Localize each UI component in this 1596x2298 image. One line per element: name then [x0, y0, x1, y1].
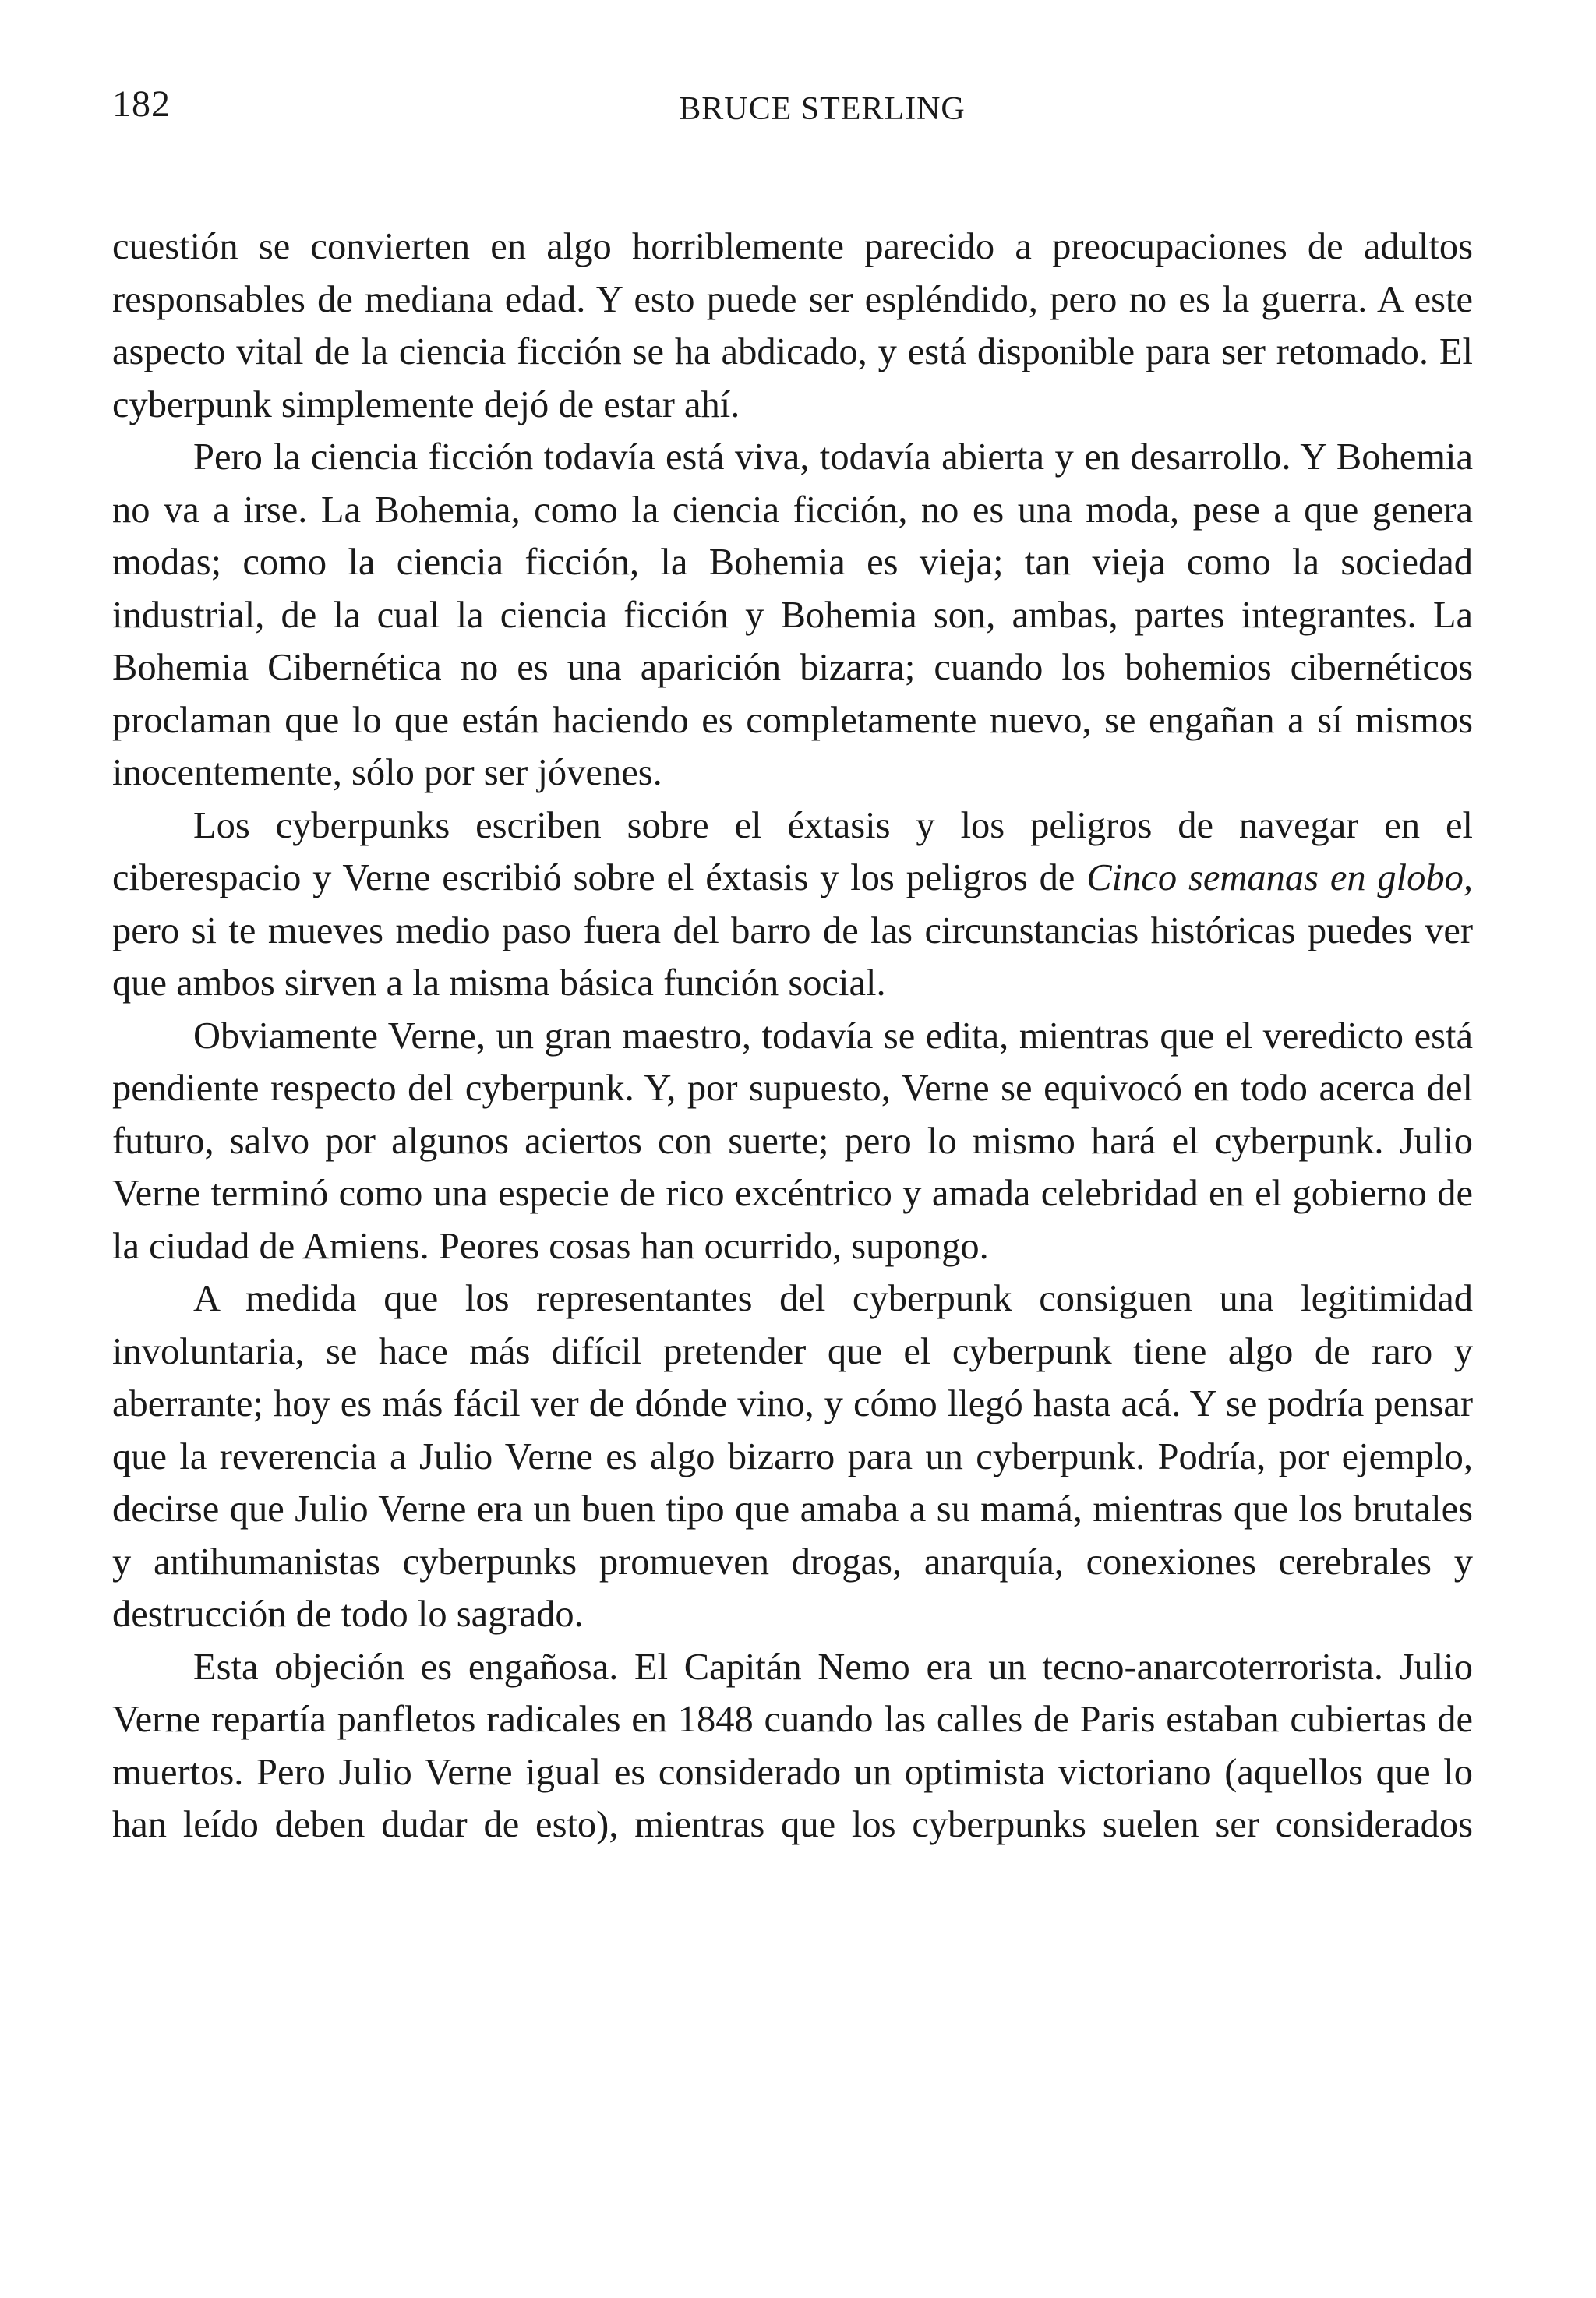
- book-title-italic: Cinco semanas en globo,: [1086, 857, 1474, 898]
- body-text: [112, 221, 1473, 1851]
- page-header: [0, 0, 1596, 156]
- paragraph-1: cuestión se convierten en algo horriblemente parecido a preocupaciones de adultos responsables de mediana edad. Y esto puede ser espléndido, pero no es la guerra. A este aspecto vital de la ciencia ficción se ha abdicado, y está disponible para ser retomado. El cyberpunk simplemente dejó de estar ahí.: [112, 226, 1473, 425]
- paragraph-3-text-before: Los cyberpunks escriben sobre el éxtasis y los peligros de navegar en el ciberespacio y Verne escribió sobre el éxtasis y los peligros de: [112, 804, 1473, 898]
- paragraph-6: Esta objeción es engañosa. El Capitán Nemo era un tecno-anarcoterrorista. Julio Verne repartía panfletos radicales en 1848 cuando las calles de Paris estaban cubiertas de muertos. Pero Julio Verne igual es considerado un optimista victoriano (aquellos que lo han leído deben dudar de esto), mientras que los cyberpunks suelen ser considerados: [112, 1646, 1473, 1845]
- running-head-author: BRUCE STERLING: [679, 91, 966, 127]
- paragraph-3-text-after: pero si te mueves medio paso fuera del barro de las circunstancias históricas puedes ver que ambos sirven a la misma básica función social.: [112, 909, 1473, 1004]
- paragraph-3: [112, 800, 1473, 1010]
- page-number: 182: [112, 83, 171, 125]
- paragraph-5: A medida que los representantes del cyberpunk consiguen una legitimidad involuntaria, se hace más difícil pretender que el cyberpunk tiene algo de raro y aberrante; hoy es más fácil ver de dónde vino, y cómo llegó hasta acá. Y se podría pensar que la reverencia a Julio Verne es algo bizarro para un cyberpunk. Podría, por ejemplo, decirse que Julio Verne era un buen tipo que amaba a su mamá, mientras que los brutales y antihumanistas cyberpunks promueven drogas, anarquía, conexiones cerebrales y destrucción de todo lo sagrado.: [112, 1278, 1473, 1635]
- paragraph-2: Pero la ciencia ficción todavía está viva, todavía abierta y en desarrollo. Y Bohemia no va a irse. La Bohemia, como la ciencia ficción, no es una moda, pese a que genera modas; como la ciencia ficción, la Bohemia es vieja; tan vieja como la sociedad industrial, de la cual la ciencia ficción y Bohemia son, ambas, partes integrantes. La Bohemia Cibernética no es una aparición bizarra; cuando los bohemios cibernéticos proclaman que lo que están haciendo es completamente nuevo, se engañan a sí mismos inocentemente, sólo por ser jóvenes.: [112, 436, 1473, 793]
- paragraph-4: Obviamente Verne, un gran maestro, todavía se edita, mientras que el veredicto está pendiente respecto del cyberpunk. Y, por supuesto, Verne se equivocó en todo acerca del futuro, salvo por algunos aciertos con suerte; pero lo mismo hará el cyberpunk. Julio Verne terminó como una especie de rico excéntrico y amada celebridad en el gobierno de la ciudad de Amiens. Peores cosas han ocurrido, supongo.: [112, 1015, 1473, 1267]
